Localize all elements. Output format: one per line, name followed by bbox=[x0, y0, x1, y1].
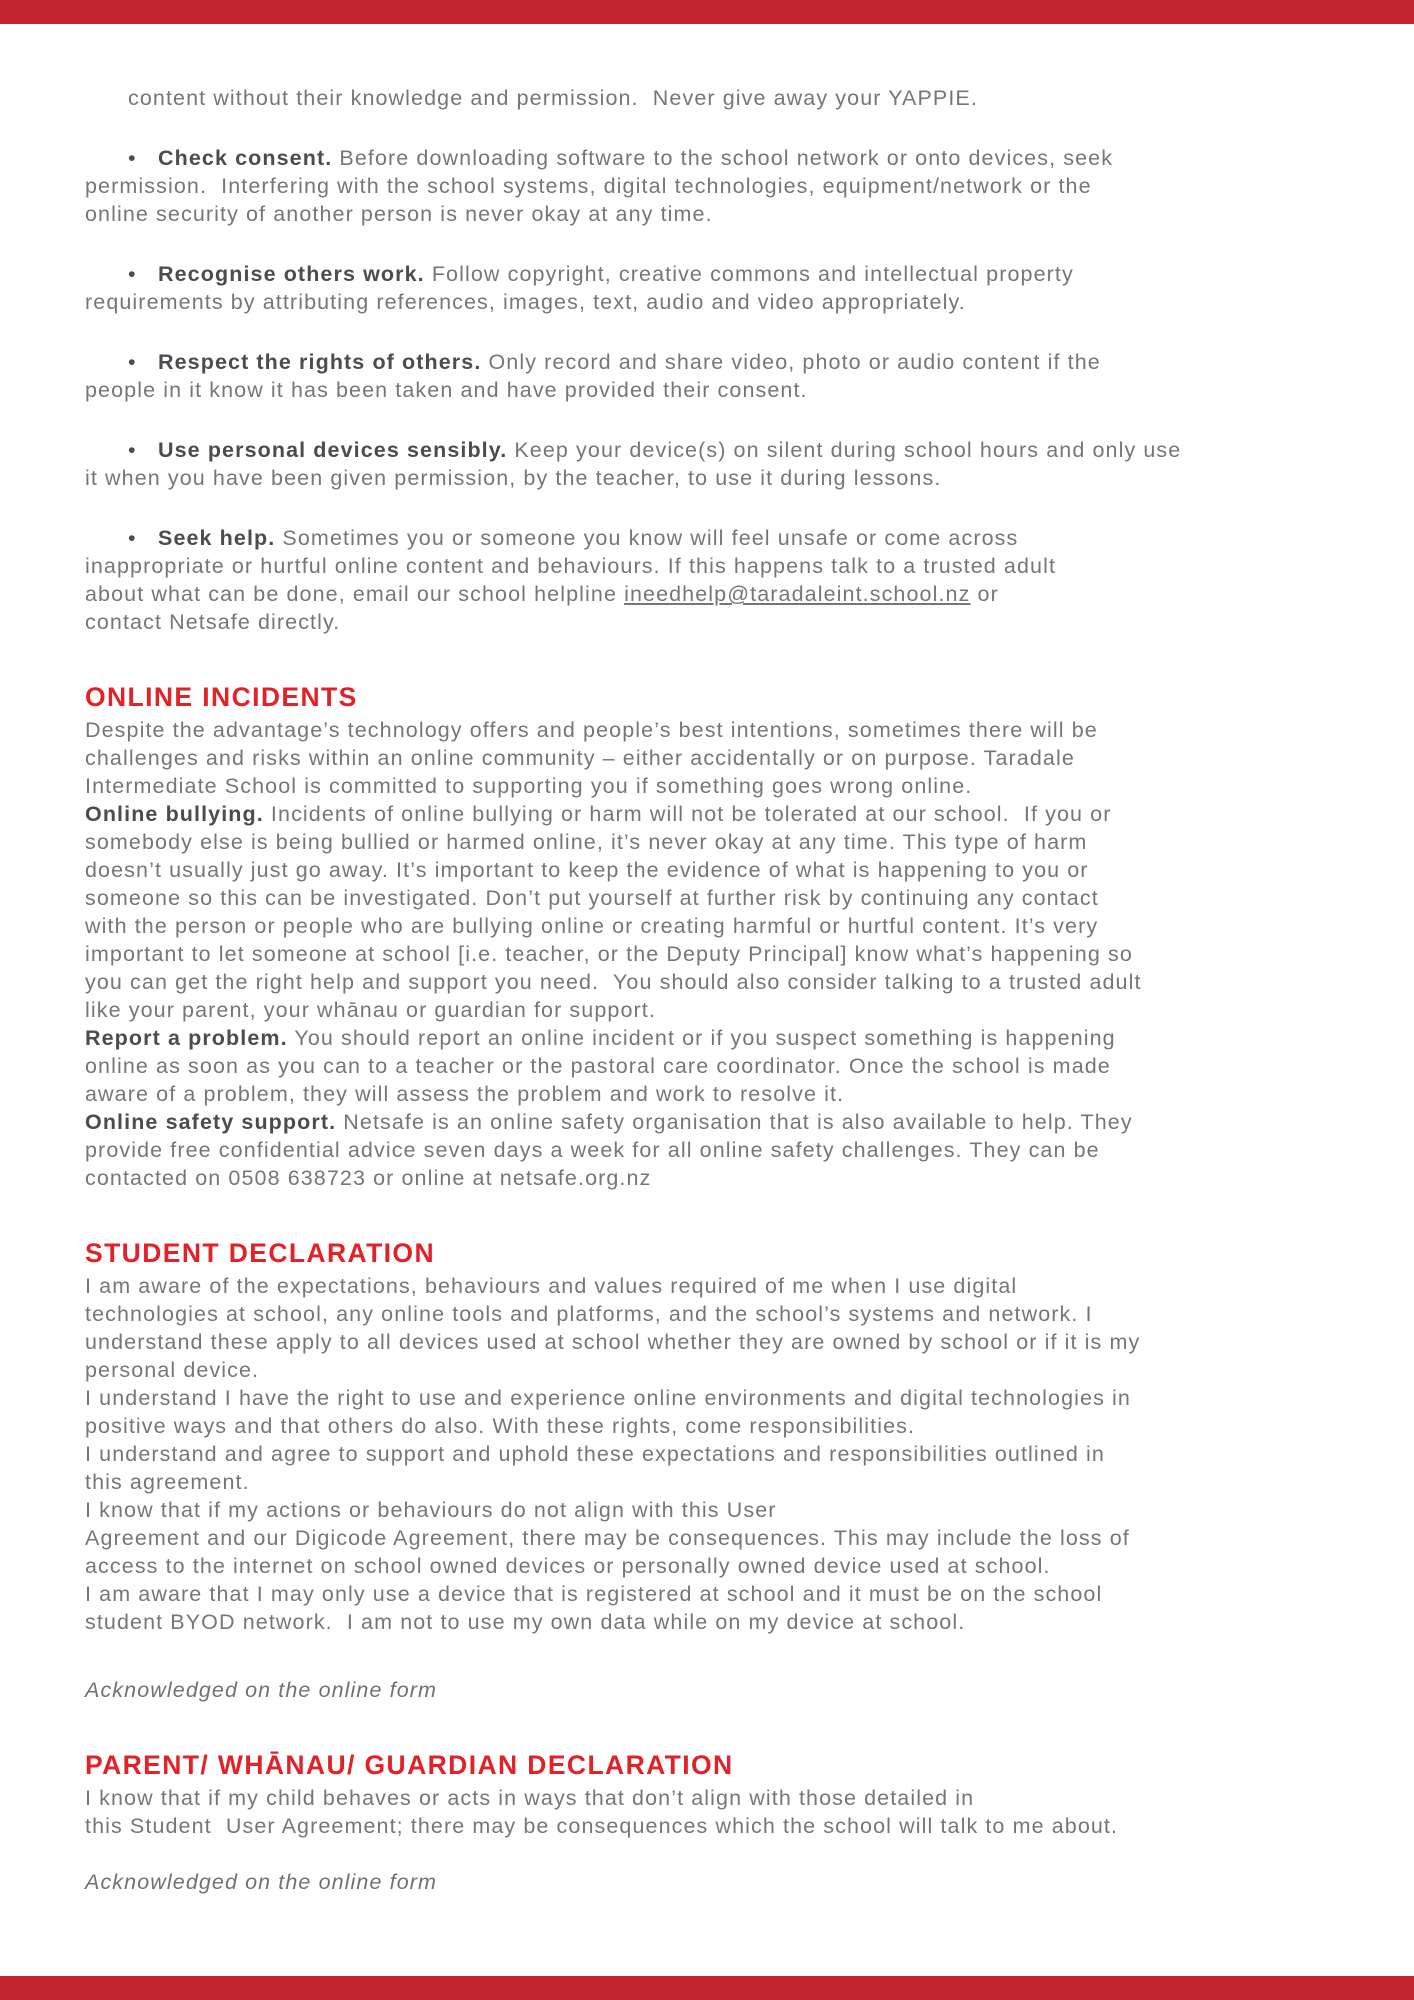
text-run: understand these apply to all devices used at school whether they are owned by school or if it is my bbox=[85, 1330, 1141, 1354]
text-line bbox=[85, 376, 1347, 404]
text-line bbox=[85, 1468, 1347, 1496]
text-run: challenges and risks within an online community – either accidentally or on purpose. Taradale bbox=[85, 746, 1075, 770]
text-run: I am aware that I may only use a device that is registered at school and it must be on the school bbox=[85, 1582, 1103, 1606]
text-line bbox=[85, 608, 1347, 636]
bullet-dot-icon: • bbox=[128, 262, 137, 286]
text-line bbox=[85, 1024, 1347, 1052]
text-line bbox=[85, 1496, 1347, 1524]
text-line bbox=[85, 1300, 1347, 1328]
text-line bbox=[85, 552, 1347, 580]
text-run: Despite the advantage’s technology offers and people’s best intentions, sometimes there will be bbox=[85, 718, 1098, 742]
text-line bbox=[85, 884, 1347, 912]
text-line bbox=[85, 996, 1347, 1024]
text-run: personal device. bbox=[85, 1358, 260, 1382]
text-run: it when you have been given permission, by the teacher, to use it during lessons. bbox=[85, 466, 942, 490]
text-run: provide free confidential advice seven days a week for all online safety challenges. They can be bbox=[85, 1138, 1100, 1162]
text-run: content without their knowledge and permission. Never give away your YAPPIE. bbox=[128, 86, 978, 110]
text-run: doesn’t usually just go away. It’s important to keep the evidence of what is happening to you or bbox=[85, 858, 1089, 882]
text-run: this Student User Agreement; there may be consequences which the school will talk to me about. bbox=[85, 1814, 1119, 1838]
text-run: Keep your device(s) on silent during school hours and only use bbox=[507, 438, 1182, 462]
text-line bbox=[85, 1580, 1347, 1608]
bullet-dot-icon: • bbox=[128, 526, 137, 550]
text-line bbox=[85, 1676, 1347, 1704]
text-run: Online bullying. bbox=[85, 802, 264, 826]
text-line bbox=[85, 1784, 1347, 1812]
text-line bbox=[85, 1108, 1347, 1136]
text-run: Use personal devices sensibly. bbox=[158, 438, 508, 462]
text-run: I am aware of the expectations, behaviours and values required of me when I use digital bbox=[85, 1274, 1018, 1298]
text-run: Check consent. bbox=[158, 146, 333, 170]
text-run: Netsafe is an online safety organisation that is also available to help. They bbox=[336, 1110, 1133, 1134]
intro-paragraph bbox=[85, 84, 1347, 112]
text-run: online as soon as you can to a teacher or the pastoral care coordinator. Once the school is made bbox=[85, 1054, 1111, 1078]
text-run: permission. Interfering with the school systems, digital technologies, equipment/network or the bbox=[85, 174, 1092, 198]
text-run: with the person or people who are bullying online or creating harmful or hurtful content. It’s very bbox=[85, 914, 1099, 938]
text-run: this agreement. bbox=[85, 1470, 250, 1494]
text-line bbox=[85, 1164, 1347, 1192]
heading-student-declaration: STUDENT DECLARATION bbox=[85, 1238, 435, 1268]
text-run: Before downloading software to the school network or onto devices, seek bbox=[332, 146, 1114, 170]
text-run: I know that if my child behaves or acts in ways that don’t align with those detailed in bbox=[85, 1786, 975, 1810]
text-run: contact Netsafe directly. bbox=[85, 610, 341, 634]
text-run: Acknowledged on the online form bbox=[85, 1678, 438, 1702]
email-link[interactable]: ineedhelp@taradaleint.school.nz bbox=[624, 582, 971, 606]
text-run: people in it know it has been taken and have provided their consent. bbox=[85, 378, 808, 402]
text-line bbox=[85, 1328, 1347, 1356]
text-line bbox=[85, 940, 1347, 968]
bullet-dot-icon: • bbox=[128, 438, 137, 462]
text-run: Sometimes you or someone you know will feel unsafe or come across bbox=[275, 526, 1019, 550]
text-line bbox=[85, 1812, 1347, 1840]
text-run: You should report an online incident or if you suspect something is happening bbox=[287, 1026, 1116, 1050]
text-line bbox=[85, 1136, 1347, 1164]
bullet-personal-devices bbox=[85, 436, 1347, 492]
text-run: Intermediate School is committed to supporting you if something goes wrong online. bbox=[85, 774, 973, 798]
text-line bbox=[85, 580, 1347, 608]
text-run: you can get the right help and support you need. You should also consider talking to a trusted adult bbox=[85, 970, 1142, 994]
bullet-recognise-others-work bbox=[85, 260, 1347, 316]
text-run: Report a problem. bbox=[85, 1026, 288, 1050]
text-line bbox=[85, 1272, 1347, 1300]
student-acknowledgement bbox=[85, 1676, 1347, 1704]
text-line bbox=[85, 1524, 1347, 1552]
text-line bbox=[85, 144, 1347, 172]
text-run: technologies at school, any online tools and platforms, and the school’s systems and network. I bbox=[85, 1302, 1093, 1326]
text-line bbox=[85, 200, 1347, 228]
text-line bbox=[85, 828, 1347, 856]
text-line bbox=[85, 172, 1347, 200]
text-run: somebody else is being bullied or harmed online, it’s never okay at any time. This type of harm bbox=[85, 830, 1088, 854]
parent-acknowledgement bbox=[85, 1868, 1347, 1896]
text-line bbox=[85, 524, 1347, 552]
text-line bbox=[85, 1440, 1347, 1468]
text-run: or bbox=[970, 582, 999, 606]
text-run: like your parent, your whānau or guardian for support. bbox=[85, 998, 656, 1022]
text-line bbox=[85, 288, 1347, 316]
text-run: important to let someone at school [i.e. teacher, or the Deputy Principal] know what’s happening so bbox=[85, 942, 1133, 966]
text-run: access to the internet on school owned devices or personally owned device used at school. bbox=[85, 1554, 1051, 1578]
text-run: Seek help. bbox=[158, 526, 276, 550]
text-run: aware of a problem, they will assess the problem and work to resolve it. bbox=[85, 1082, 845, 1106]
bottom-red-bar bbox=[0, 1976, 1414, 2000]
document-content bbox=[85, 84, 1347, 1896]
text-line bbox=[85, 1384, 1347, 1412]
text-line bbox=[85, 464, 1347, 492]
bullet-seek-help bbox=[85, 524, 1347, 636]
text-run: contacted on 0508 638723 or online at netsafe.org.nz bbox=[85, 1166, 652, 1190]
heading-parent-declaration: PARENT/ WHĀNAU/ GUARDIAN DECLARATION bbox=[85, 1750, 734, 1780]
text-line bbox=[85, 1080, 1347, 1108]
text-line bbox=[85, 912, 1347, 940]
bullet-dot-icon: • bbox=[128, 350, 137, 374]
text-run: Recognise others work. bbox=[158, 262, 425, 286]
text-run: someone so this can be investigated. Don’t put yourself at further risk by continuing any contact bbox=[85, 886, 1099, 910]
text-run: inappropriate or hurtful online content and behaviours. If this happens talk to a trusted adult bbox=[85, 554, 1057, 578]
text-run: Only record and share video, photo or audio content if the bbox=[481, 350, 1101, 374]
text-line bbox=[85, 1356, 1347, 1384]
text-line bbox=[85, 84, 1347, 112]
parent-declaration-paragraph bbox=[85, 1784, 1347, 1840]
heading-online-incidents: ONLINE INCIDENTS bbox=[85, 682, 358, 712]
text-run: Agreement and our Digicode Agreement, there may be consequences. This may include the loss of bbox=[85, 1526, 1130, 1550]
text-line bbox=[85, 1608, 1347, 1636]
text-run: student BYOD network. I am not to use my own data while on my device at school. bbox=[85, 1610, 966, 1634]
text-line bbox=[85, 260, 1347, 288]
text-line bbox=[85, 716, 1347, 744]
text-line bbox=[85, 772, 1347, 800]
text-run: about what can be done, email our school helpline bbox=[85, 582, 625, 606]
text-run: online security of another person is never okay at any time. bbox=[85, 202, 713, 226]
text-line bbox=[85, 856, 1347, 884]
text-run: I understand I have the right to use and experience online environments and digital technologies in bbox=[85, 1386, 1131, 1410]
bullet-dot-icon: • bbox=[128, 146, 137, 170]
text-run: Follow copyright, creative commons and intellectual property bbox=[424, 262, 1074, 286]
text-run: Respect the rights of others. bbox=[158, 350, 482, 374]
text-line bbox=[85, 1412, 1347, 1440]
text-run: I understand and agree to support and uphold these expectations and responsibilities outlined in bbox=[85, 1442, 1105, 1466]
text-run: Acknowledged on the online form bbox=[85, 1870, 438, 1894]
text-run: Incidents of online bullying or harm will not be tolerated at our school. If you or bbox=[263, 802, 1112, 826]
text-line bbox=[85, 744, 1347, 772]
text-line bbox=[85, 968, 1347, 996]
text-run: I know that if my actions or behaviours do not align with this User bbox=[85, 1498, 777, 1522]
text-line bbox=[85, 1552, 1347, 1580]
text-line bbox=[85, 1868, 1347, 1896]
text-run: Online safety support. bbox=[85, 1110, 337, 1134]
text-line bbox=[85, 1052, 1347, 1080]
text-line bbox=[85, 800, 1347, 828]
text-run: positive ways and that others do also. With these rights, come responsibilities. bbox=[85, 1414, 916, 1438]
top-red-bar bbox=[0, 0, 1414, 24]
text-run: requirements by attributing references, images, text, audio and video appropriately. bbox=[85, 290, 966, 314]
bullet-respect-rights bbox=[85, 348, 1347, 404]
student-declaration-paragraph bbox=[85, 1272, 1347, 1636]
bullet-check-consent bbox=[85, 144, 1347, 228]
text-line bbox=[85, 436, 1347, 464]
online-incidents-paragraph bbox=[85, 716, 1347, 1192]
text-line bbox=[85, 348, 1347, 376]
